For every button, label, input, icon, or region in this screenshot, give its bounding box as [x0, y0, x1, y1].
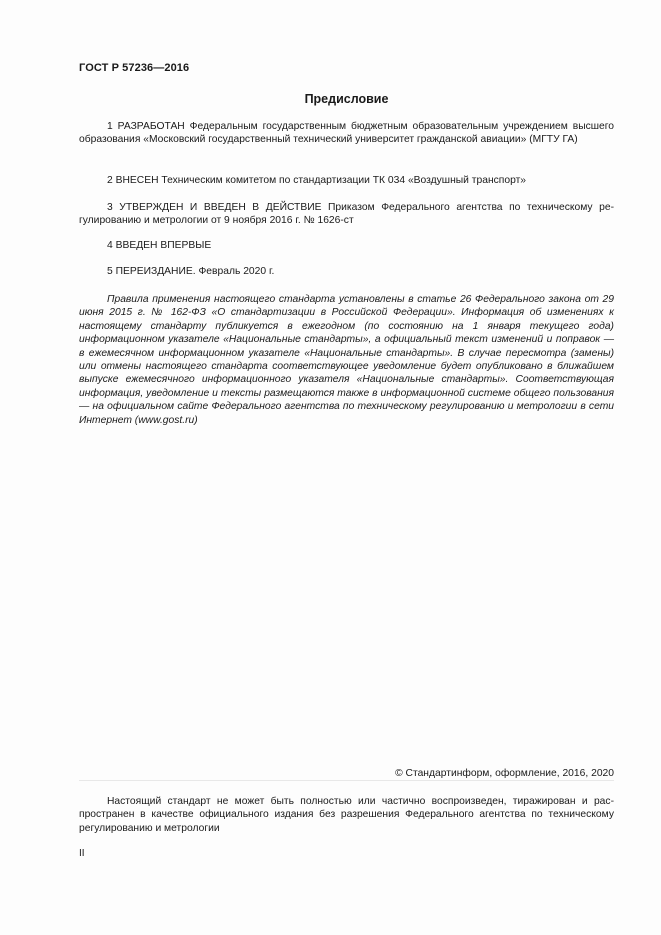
page-number: II [79, 848, 85, 859]
foreword-item-text: 1 РАЗРАБОТАН Федеральным государственным бюджетным образовательным учреждением высшего образования «Московский государственный технический университет гражданской авиации» (МГТУ ГА) [79, 121, 614, 146]
rules-note [79, 293, 614, 427]
foreword-item-2 [79, 174, 614, 187]
foreword-item-5 [79, 265, 614, 278]
foreword-item-3 [79, 201, 614, 228]
rules-note-text: Правила применения настоящего стандарта установлены в статье 26 Федерального закона от 29 июня 2015 г. № 162-ФЗ «О стандартизации в Российской Федерации». Информация об изменениях к настоящему стандарту публикуется в ежегодном (по состоянию на 1 января текущего года) информационном указателе «Национальные стандарты», а официальный текст изменений и поправок — в ежемесячном информационном указателе «Национальные стандарты». В случае пересмотра (замены) или отмены настоящего стандарта соответствующее уведомление будет опубликовано в ближайшем выпуске ежемесячного информационного указателя «Национальные стандарты». Соответствующая информация, уведомление и тексты размещаются также в информационной системе общего пользования — на официальном сайте Федерального агентства по техническому регулированию и метрологии в сети Интернет (www.gost.ru) [79, 294, 614, 426]
foreword-item-1 [79, 120, 614, 147]
copyright-line: © Стандартинформ, оформление, 2016, 2020 [395, 768, 614, 779]
standard-code: ГОСТ Р 57236—2016 [79, 62, 190, 74]
page-title: Предисловие [304, 92, 389, 106]
foreword-item-text: 3 УТВЕРЖДЕН И ВВЕДЕН В ДЕЙСТВИЕ Приказом Федерального агентства по техническому регулированию и метрологии от 9 ноября 2016 г. № 1626-ст [79, 202, 614, 227]
foreword-item-4 [79, 239, 614, 252]
divider [79, 780, 614, 781]
reproduction-note-text: Настоящий стандарт не может быть полностью или частично воспроизведен, тиражирован и распространен в качестве официального издания без разрешения Федерального агентства по техническому регулированию и метрологии [79, 796, 614, 834]
foreword-item-text: 5 ПЕРЕИЗДАНИЕ. Февраль 2020 г. [107, 266, 275, 277]
reproduction-note [79, 795, 614, 835]
foreword-item-text: 2 ВНЕСЕН Техническим комитетом по стандартизации ТК 034 «Воздушный транспорт» [107, 175, 527, 186]
foreword-item-text: 4 ВВЕДЕН ВПЕРВЫЕ [107, 240, 212, 251]
